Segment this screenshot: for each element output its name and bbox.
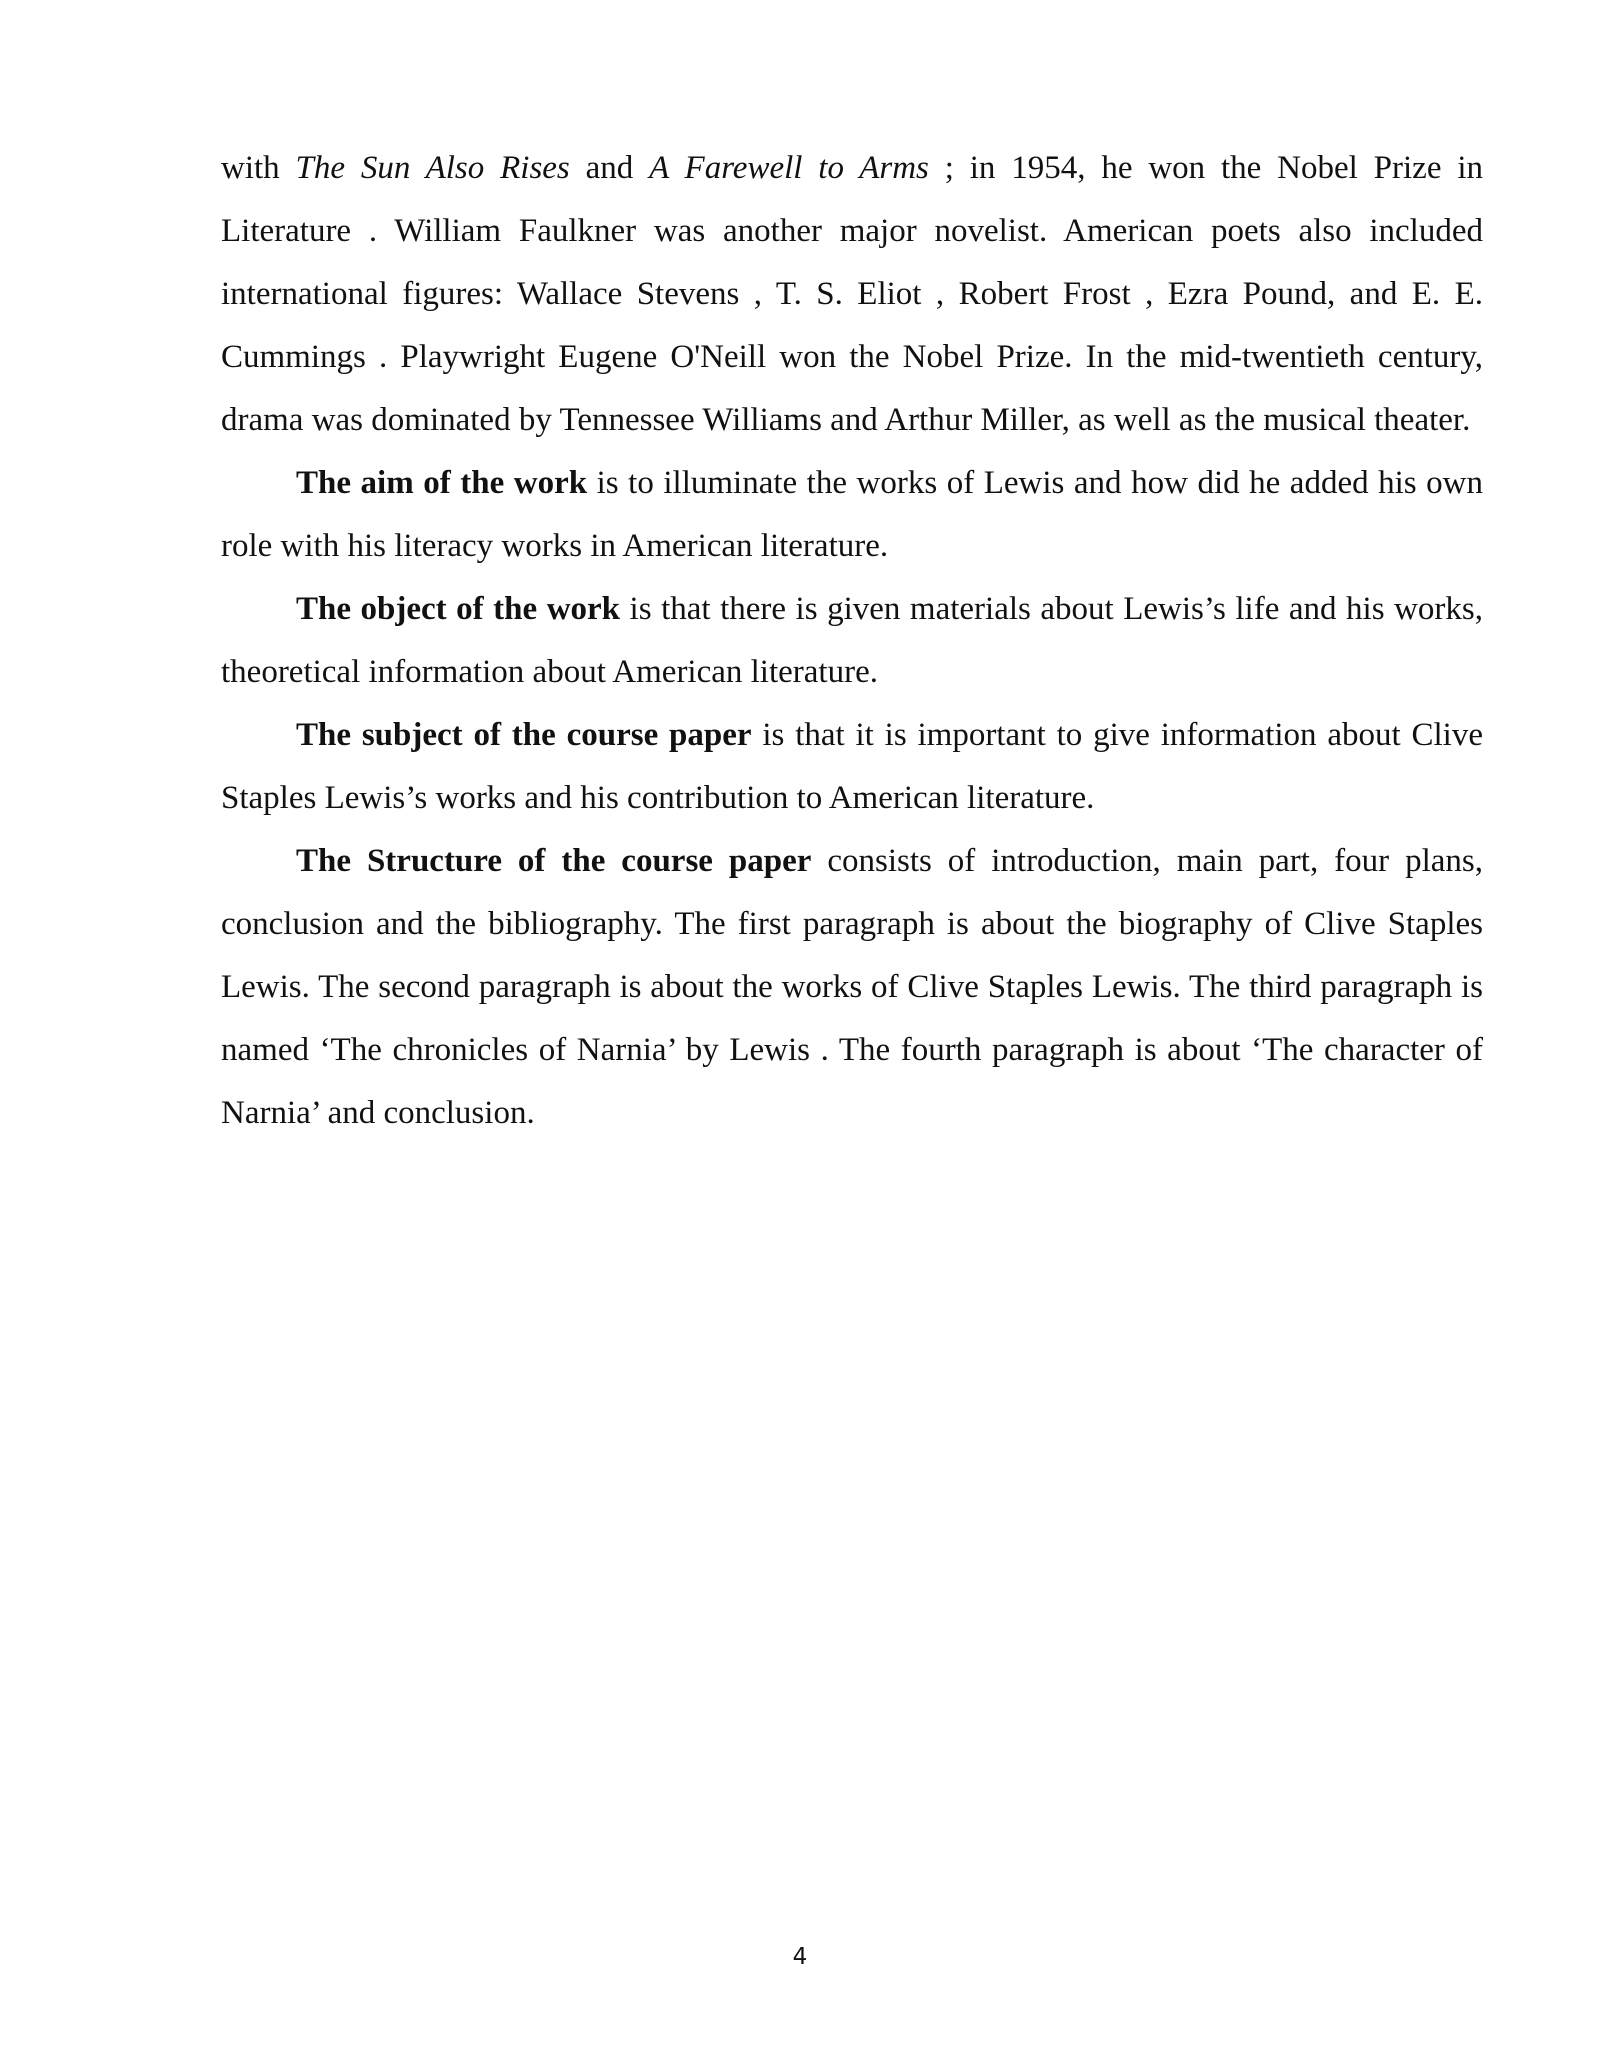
aim-paragraph	[221, 452, 1483, 578]
text-run: is that there is given materials about Lewis’s life and his works, theoretical information about American literature.	[221, 591, 1483, 690]
intro-paragraph	[221, 137, 1483, 452]
text-run: ; in 1954, he won the Nobel Prize in Literature . William Faulkner was another major novelist. American poets also included international figures: Wallace Stevens , T. S. Eliot , Robert Frost , Ezra Pound, and E. E. Cummings . Playwright Eugene O'Neill won the Nobel Prize. In the mid-twentieth century, drama was dominated by Tennessee Williams and Arthur Miller, as well as the musical theater.	[221, 150, 1483, 438]
object-heading: The object of the work	[296, 591, 621, 627]
text-run: is to illuminate the works of Lewis and how did he added his own role with his literacy works in American literature.	[221, 465, 1483, 564]
body-text	[221, 137, 1483, 1145]
book-title-farewell-to-arms: A Farewell to Arms	[649, 150, 929, 186]
subject-paragraph	[221, 704, 1483, 830]
text-run: is that it is important to give information about Clive Staples Lewis’s works and his contribution to American literature.	[221, 717, 1483, 816]
text-run: with	[221, 150, 296, 186]
text-run: consists of introduction, main part, four plans, conclusion and the bibliography. The first paragraph is about the biography of Clive Staples Lewis. The second paragraph is about the works of Clive Staples Lewis. The third paragraph is named ‘The chronicles of Narnia’ by Lewis . The fourth paragraph is about ‘The character of Narnia’ and conclusion.	[221, 843, 1483, 1131]
book-title-sun-also-rises: The Sun Also Rises	[295, 150, 570, 186]
object-paragraph	[221, 578, 1483, 704]
aim-heading: The aim of the work	[296, 465, 588, 501]
structure-paragraph	[221, 830, 1483, 1145]
text-run: and	[569, 150, 650, 186]
page-number: 4	[792, 1944, 808, 1970]
subject-heading: The subject of the course paper	[296, 717, 752, 753]
structure-heading: The Structure of the course paper	[296, 843, 812, 879]
